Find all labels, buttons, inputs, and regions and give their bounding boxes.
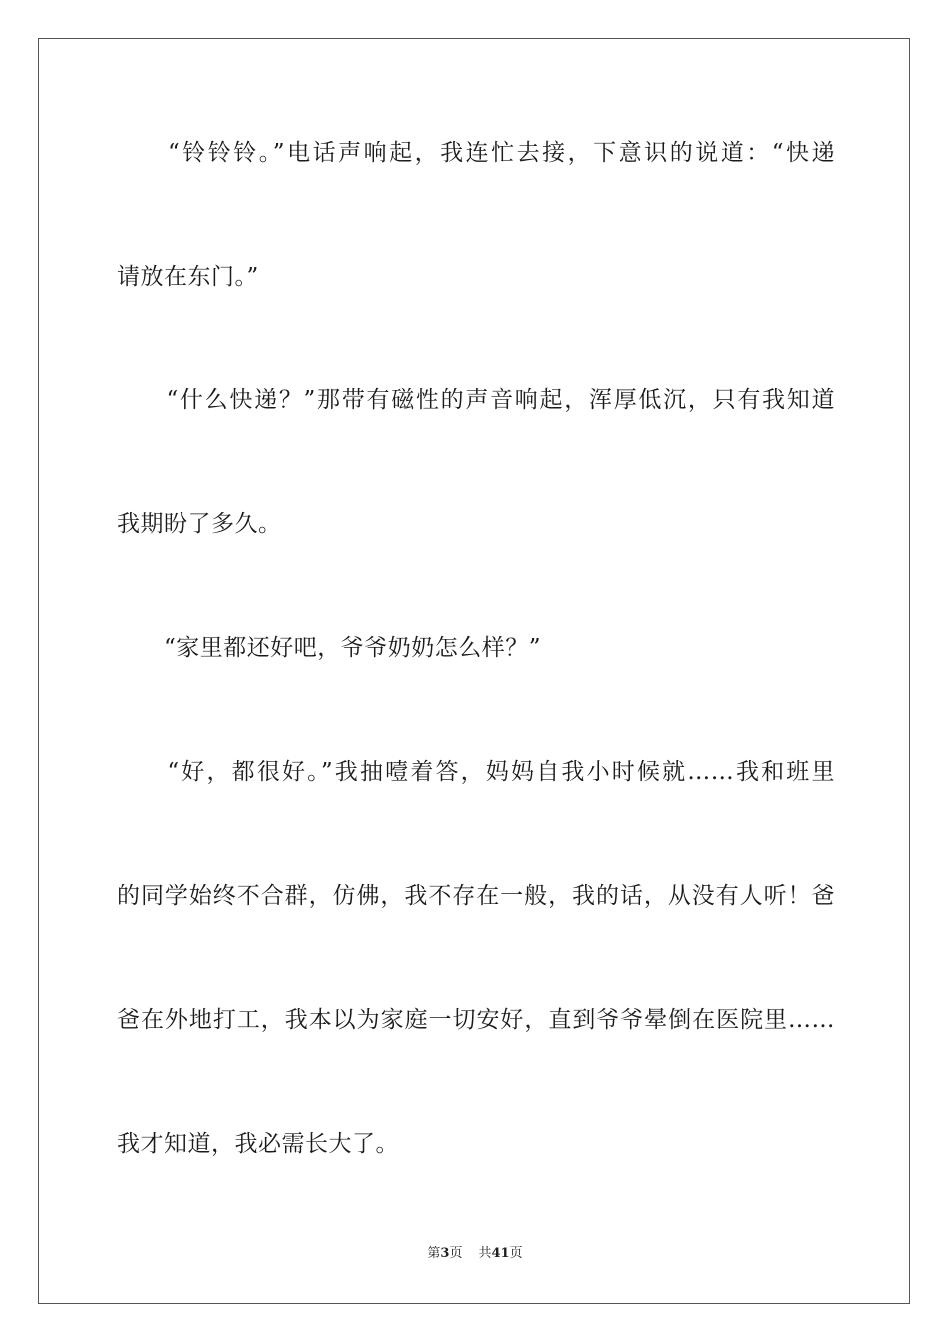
total-suffix: 页 [509,1246,523,1261]
page-prefix: 第 [427,1246,441,1261]
page-footer [0,1245,950,1263]
text-line: “好，都很好。”我抽噎着答，妈妈自我小时候就……我和班里 [117,759,835,785]
total-pages: 41 [491,1246,510,1261]
total-prefix: 共 [478,1246,492,1261]
page-border [38,38,910,1304]
text-line: 爸在外地打工，我本以为家庭一切安好，直到爷爷晕倒在医院里…… [117,1007,835,1033]
text-line: 我期盼了多久。 [117,511,282,537]
text-line: “家里都还好吧，爷爷奶奶怎么样？” [117,635,542,661]
text-line: 的同学始终不合群，仿佛，我不存在一般，我的话，从没有人听！爸 [117,883,835,909]
text-line: “铃铃铃。”电话声响起，我连忙去接，下意识的说道：“快递 [117,140,835,166]
page-suffix: 页 [449,1246,463,1261]
text-line: “什么快递？”那带有磁性的声音响起，浑厚低沉，只有我知道 [117,387,835,413]
text-line: 我才知道，我必需长大了。 [117,1131,399,1157]
text-line: 请放在东门。” [117,264,259,290]
page-number: 3 [440,1246,450,1261]
